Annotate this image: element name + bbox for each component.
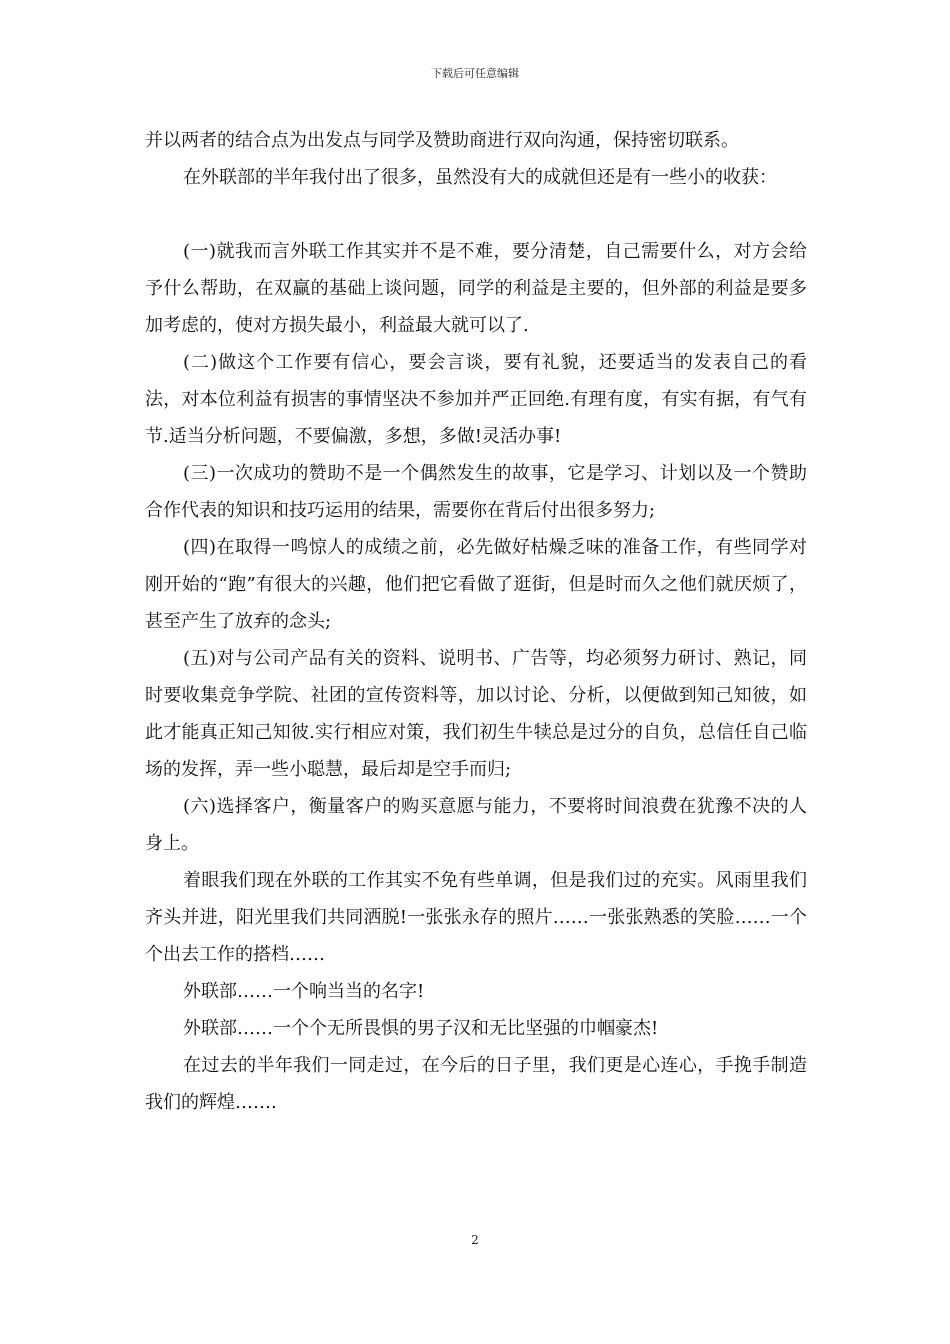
paragraph-1: 并以两者的结合点为出发点与同学及赞助商进行双向沟通，保持密切联系。 bbox=[145, 130, 739, 151]
paragraph-12: 在过去的半年我们一同走过，在今后的日子里，我们更是心连心，手挽手制造我们的辉煌……. bbox=[145, 1055, 807, 1113]
document-body bbox=[145, 122, 807, 1121]
paragraph-5: (三)一次成功的赞助不是一个偶然发生的故事，它是学习、计划以及一个赞助合作代表的知识和技巧运用的结果，需要你在背后付出很多努力; bbox=[145, 463, 807, 521]
paragraph-7: (五)对与公司产品有关的资料、说明书、广告等，均必须努力研讨、熟记，同时要收集竞争学院、社团的宣传资料等，加以讨论、分析，以便做到知己知彼，如此才能真正知己知彼.实行相应对策，我们初生牛犊总是过分的自负，总信任自己临场的发挥，弄一些小聪慧，最后却是空手而归; bbox=[145, 648, 807, 780]
paragraph-2: 在外联部的半年我付出了很多，虽然没有大的成就但还是有一些小的收获： bbox=[183, 167, 777, 188]
paragraph-11: 外联部……一个个无所畏惧的男子汉和无比坚强的巾帼豪杰! bbox=[183, 1018, 659, 1039]
paragraph-9: 着眼我们现在外联的工作其实不免有些单调，但是我们过的充实。风雨里我们齐头并进，阳光里我们共同洒脱!一张张永存的照片……一张张熟悉的笑脸……一个个出去工作的搭档…… bbox=[145, 870, 807, 965]
blank-line bbox=[145, 196, 807, 233]
page-header: 下载后可任意编辑 bbox=[431, 67, 519, 80]
paragraph-6: (四)在取得一鸣惊人的成绩之前，必先做好枯燥乏味的准备工作，有些同学对刚开始的“跑”有很大的兴趣，他们把它看做了逛街，但是时而久之他们就厌烦了，甚至产生了放弃的念头; bbox=[145, 537, 807, 632]
paragraph-4: (二)做这个工作要有信心，要会言谈，要有礼貌，还要适当的发表自己的看法，对本位利益有损害的事情坚决不参加并严正回绝.有理有度，有实有据，有气有节.适当分析问题，不要偏激，多想，多做!灵活办事! bbox=[145, 352, 807, 447]
page-number: 2 bbox=[471, 1233, 479, 1247]
paragraph-3: (一)就我而言外联工作其实并不是不难，要分清楚，自己需要什么，对方会给予什么帮助，在双赢的基础上谈问题，同学的利益是主要的，但外部的利益是要多加考虑的，使对方损失最小，利益最大就可以了. bbox=[145, 241, 807, 336]
paragraph-8: (六)选择客户，衡量客户的购买意愿与能力，不要将时间浪费在犹豫不决的人身上。 bbox=[145, 796, 807, 854]
paragraph-10: 外联部……一个响当当的名字! bbox=[183, 981, 425, 1002]
